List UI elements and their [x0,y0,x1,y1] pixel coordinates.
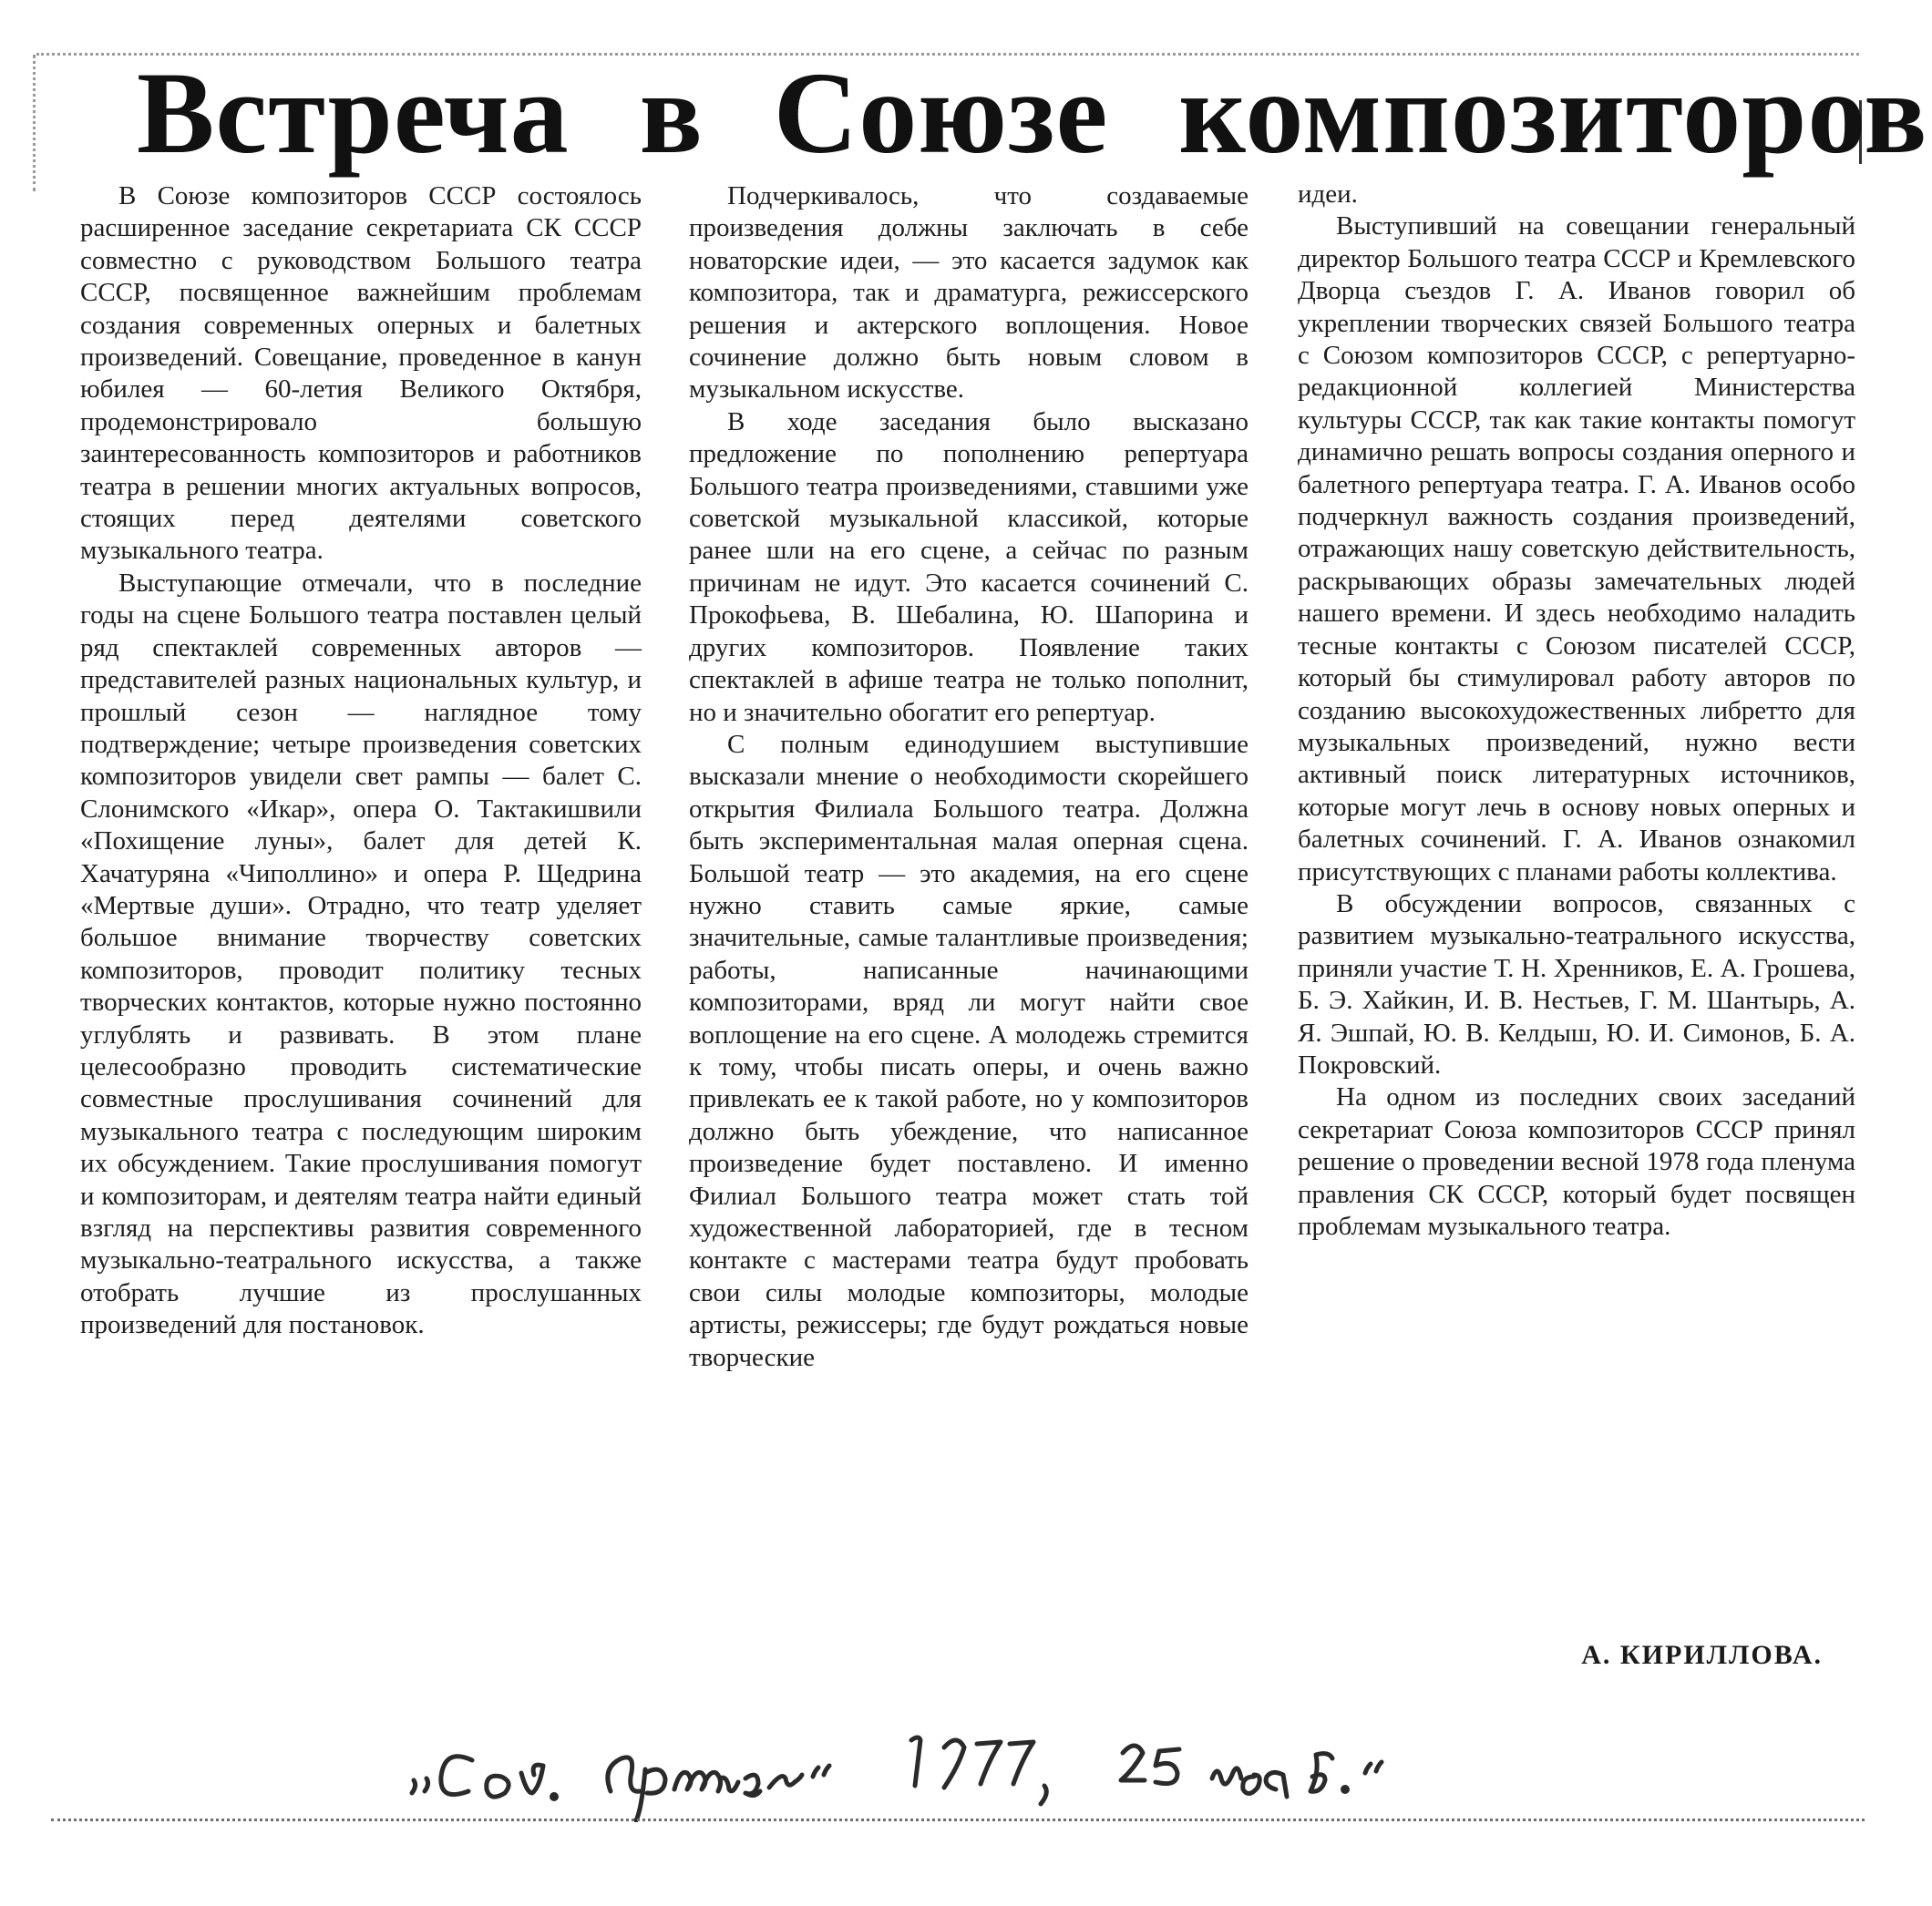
paragraph: В ходе заседания было высказано предложение по пополнению репертуара Большого театра произведениями, ставшими уже советской музыкальной классикой, которые ранее шли на его сцене, а сейчас по разным причинам не идут. Это касается сочинений С. Прокофьева, В. Шебалина, Ю. Шапорина и других композиторов. Появление таких спектаклей в афише театра не только пополнит, но и значительно обогатит его репертуар. [689,406,1249,727]
article-column-2 [689,180,1249,1374]
article-column-3 [1298,179,1855,1243]
paragraph: Выступивший на совещании генеральный директор Большого театра СССР и Кремлевского Дворца съездов Г. А. Иванов говорил об укреплении творческих связей Большого театра с Союзом композиторов СССР, с репертуарно-редакционной коллегией Министерства культуры СССР, так как такие контакты помогут динамично решать вопросы создания оперного и балетного репертуара театра. Г. А. Иванов особо подчеркнул важность создания произведений, отражающих нашу советскую действительность, раскрывающих образы замечательных людей нашего времени. И здесь необходимо наладить тесные контакты с Союзом писателей СССР, который бы стимулировал работу авторов по созданию высокохудожественных либретто для музыкальных произведений, нужно вести активный поиск литературных источников, которые могут лечь в основу новых оперных и балетных сочинений. Г. А. Иванов ознакомил присутствующих с планами работы коллектива. [1298,211,1855,886]
paragraph: На одном из последних своих заседаний секретариат Союза композиторов СССР принял решение о проведении весной 1978 года пленума правления СК СССР, который будет посвящен проблемам музыкального театра. [1298,1082,1855,1241]
author-signature: А. КИРИЛЛОВА. [1581,1640,1823,1670]
paragraph: С полным единодушием выступившие высказали мнение о необходимости скорейшего открытия Филиала Большого театра. Должна быть экспериментальная малая оперная сцена. Большой театр — это академия, на его сцене нужно ставить самые яркие, самые значительные, самые талантливые произведения; работы, написанные начинающими композиторами, вряд ли могут найти свое воплощение на его сцене. А молодежь стремится к тому, чтобы писать оперы, и очень важно привлекать ее к такой работе, но у композиторов должно быть убеждение, что написанное произведение будет поставлено. И именно Филиал Большого театра может стать той художественной лабораторией, где в тесном контакте с мастерами театра будут пробовать свои силы молодые композиторы, молодые артисты, режиссеры; где будут рождаться новые творческие [689,729,1249,1372]
paragraph: Подчеркивалось, что создаваемые произведения должны заключать в себе новаторские идеи, — это касается задумок как композитора, так и драматурга, режиссерского решения и актерского воплощения. Новое сочинение должно быть новым словом в музыкальном искусстве. [689,181,1249,405]
paragraph: В Союзе композиторов СССР состоялось расширенное заседание секретариата СК СССР совместно с руководством Большого театра СССР, посвященное важнейшим проблемам создания современных оперных и балетных произведений. Совещание, проведенное в канун юбилея — 60-летия Великого Октября, продемонстрировало большую заинтересованность композиторов и работников театра в решении многих актуальных вопросов, стоящих перед деятелями советского музыкального театра. [80,181,642,566]
handwriting-scribble [401,1713,1586,1822]
article-column-1 [80,180,642,1342]
handwritten-source-note [401,1713,1586,1822]
bottom-rule [51,1819,1865,1821]
perforated-edge-left [33,55,36,191]
paragraph: В обсуждении вопросов, связанных с развитием музыкально-театрального искусства, приняли участие Т. Н. Хренников, Е. А. Грошева, Б. Э. Хайкин, И. В. Нестьев, Г. М. Шантырь, А. Я. Эшпай, Ю. В. Келдыш, Ю. И. Симонов, Б. А. Покровский. [1298,888,1855,1080]
article-headline: Встреча в Союзе композиторов [137,48,1928,178]
paragraph: Выступающие отмечали, что в последние годы на сцене Большого театра поставлен целый ряд спектаклей современных авторов — представителей разных национальных культур, и прошлый сезон — наглядное тому подтверждение; четыре произведения советских композиторов увидели свет рампы — балет С. Слонимского «Икар», опера О. Тактакишвили «Похищение луны», балет для детей К. Хачатуряна «Чиполлино» и опера Р. Щедрина «Мертвые души». Отрадно, что театр уделяет большое внимание творчеству советских композиторов, проводит политику тесных творческих контактов, которые нужно постоянно углублять и развивать. В этом плане целесообразно проводить систематические совместные прослушивания сочинений для музыкального театра с последующим широким их обсуждением. Такие прослушивания помогут и композиторам, и деятелям театра найти единый взгляд на перспективы развития современного музыкально-театрального искусства, а также отобрать лучшие из прослушанных произведений для постановок. [80,568,642,1340]
paragraph-continuation: идеи. [1298,179,1358,209]
